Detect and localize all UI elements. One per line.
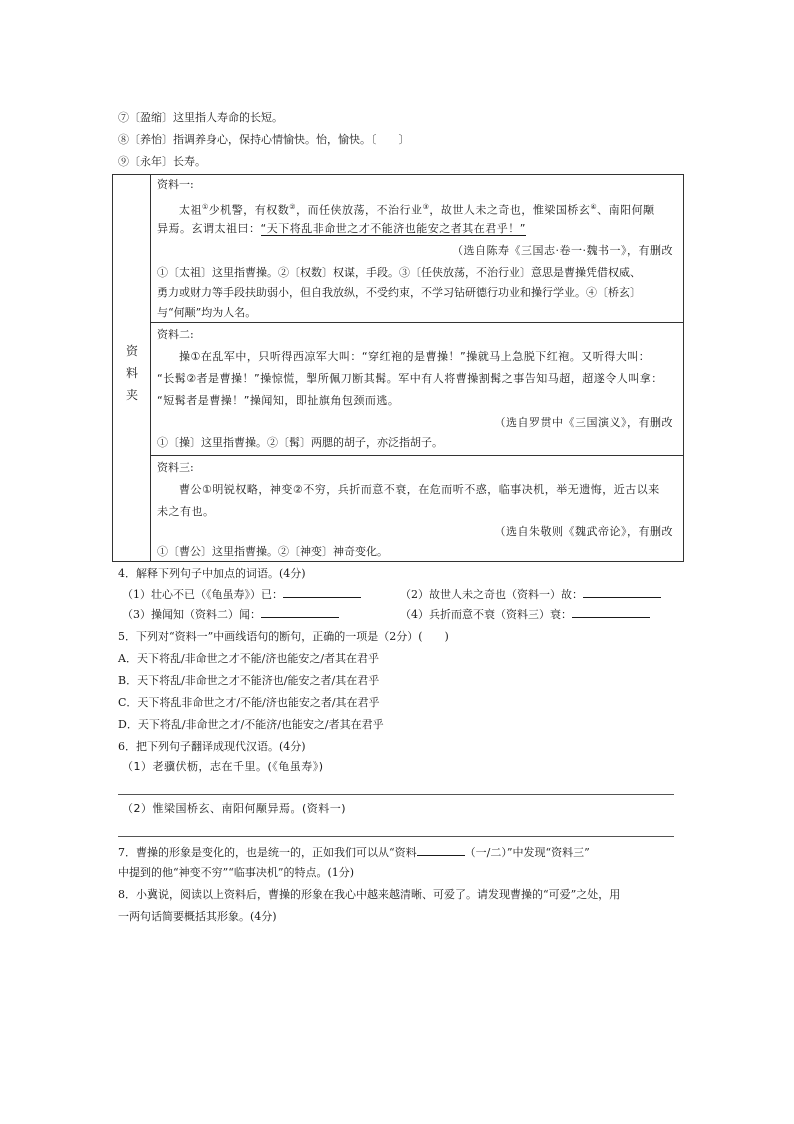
material-1 — [151, 175, 683, 322]
q4-item-2-text: （2）故世人未之奇也（资料一）故： — [400, 588, 583, 601]
q7-answer-blank[interactable] — [417, 845, 465, 856]
material-1-note-2: 勇力或财力等手段扶助弱小，但自我放纵，不受约束，不学习钻研德行功业和操行学业。④〔桥玄〕 — [157, 286, 641, 299]
q6-item-2: （2）惟梁国桥玄、南阳何颙异焉。(资料一) — [122, 802, 347, 815]
q5-stem: 5．下列对“资料一”中画线语句的断句，正确的一项是（2分）( ) — [118, 630, 449, 643]
q5-option-c[interactable]: C．天下将乱非命世之才/不能/济也能安之者/其在君乎 — [118, 696, 380, 709]
q7-text-a: 7．曹操的形象是变化的，也是统一的，正如我们可以从“资料 — [118, 846, 417, 859]
note-7: ⑦〔盈缩〕这里指人寿命的长短。 — [118, 111, 283, 124]
q4-answer-4[interactable] — [572, 607, 650, 618]
label-char-2: 料 — [125, 366, 138, 380]
material-1-source: （选自陈寿《三国志·卷一·魏书一》，有删改 — [452, 244, 673, 257]
q4-answer-3[interactable] — [261, 607, 339, 618]
material-label-column — [113, 175, 151, 561]
q4-answer-1[interactable] — [283, 587, 361, 598]
material-3-para-1: 曹公①明锐权略，神变②不穷，兵折而意不衰，在危而听不惑，临事决机，举无遗悔，近古以来 — [179, 483, 660, 496]
label-char-3: 夹 — [125, 388, 138, 402]
q4-stem: 4．解释下列句子中加点的词语。(4分) — [118, 567, 306, 580]
material-3-title: 资料三: — [157, 461, 194, 474]
material-1-para-2 — [157, 221, 526, 237]
q4-item-1-text: （1）壮心不已（《龟虽寿》）已： — [122, 588, 283, 601]
q5-option-d[interactable]: D．天下将乱/非命世之才/不能济/也能安之/者其在君乎 — [118, 718, 384, 731]
material-2-title: 资料二: — [157, 328, 194, 341]
m1-text-d: ，故世人未之奇也，惟梁国桥玄 — [429, 203, 591, 217]
m1-text-f: 异焉。玄谓太祖曰： — [157, 222, 261, 235]
material-1-para-1: 太祖①少机警，有权数②，而任侠放荡，不治行业③，故世人未之奇也，惟梁国桥玄④、南阳何颙 — [179, 203, 655, 217]
q4-item-3 — [122, 607, 339, 623]
q4-answer-2[interactable] — [583, 587, 661, 598]
m1-text-e: 、南阳何颙 — [597, 203, 655, 217]
material-3 — [151, 455, 683, 563]
material-2-para-1: 操①在乱军中，只听得西凉军大叫：“穿红袍的是曹操！”操就马上急脱下红袍。又听得大叫： — [179, 350, 651, 363]
q4-item-1 — [122, 587, 361, 603]
material-2-source: （选自罗贯中《三国演义》，有删改 — [494, 416, 673, 429]
q7-line-1 — [118, 845, 590, 861]
q4-item-2 — [400, 587, 661, 603]
q8-line-1: 8．小冀说，阅读以上资料后，曹操的形象在我心中越来越清晰、可爱了。请发现曹操的“可爱”之处，用 — [118, 888, 621, 901]
q5-option-a[interactable]: A．天下将乱/非命世之才不能/济也能安之/者其在君乎 — [118, 652, 380, 665]
label-char-1: 资 — [125, 344, 138, 358]
q4-item-3-text: （3）操闻知（资料二）闻： — [122, 608, 261, 621]
material-2-para-3: “短髯者是曹操！”操闻知，即扯旗角包颈而逃。 — [157, 394, 400, 407]
q7-text-b: （一/二）”中发现“资料三” — [464, 846, 590, 859]
m1-text-b: 少机警，有权数 — [208, 203, 290, 217]
q4-item-4 — [400, 607, 650, 623]
note-9: ⑨〔永年〕长寿。 — [118, 155, 206, 168]
m1-text-a: 太祖 — [179, 203, 202, 217]
q6-answer-line-1[interactable] — [118, 794, 674, 795]
material-3-source: （选自朱敬则《魏武帝论》，有删改 — [494, 525, 673, 538]
note-8: ⑧〔养怡〕指调养身心，保持心情愉快。怡，愉快。〔 〕 — [118, 133, 410, 146]
m1-text-c: ，而任侠放荡，不治行业 — [296, 203, 423, 217]
q4-item-4-text: （4）兵折而意不衰（资料三）衰： — [400, 608, 572, 621]
material-2-note-1: ①〔操〕这里指曹操。②〔髯〕两腮的胡子，亦泛指胡子。 — [157, 436, 443, 449]
q8-line-2: 一两句话简要概括其形象。(4分) — [118, 910, 277, 923]
material-2 — [151, 322, 683, 455]
q6-answer-line-2[interactable] — [118, 836, 674, 837]
q6-stem: 6．把下列句子翻译成现代汉语。(4分) — [118, 740, 306, 753]
material-1-title: 资料一: — [157, 178, 194, 191]
material-1-note-3: 与“何颙”均为人名。 — [157, 306, 257, 319]
q5-option-b[interactable]: B．天下将乱/非命世之才不能济也/能安之者/其在君乎 — [118, 674, 380, 687]
underlined-sentence: “天下将乱非命世之才不能济也能安之者其在君乎！” — [260, 222, 526, 235]
material-1-note-1: ①〔太祖〕这里指曹操。②〔权数〕权谋，手段。③〔任侠放荡，不治行业〕意思是曹操凭借权威、 — [157, 266, 641, 279]
q7-line-2: 中提到的他“神变不穷”“临事决机”的特点。(1分) — [118, 866, 355, 879]
material-2-para-2: “长髯②者是曹操！”操惊慌，掣所佩刀断其髯。军中有人将曹操割髯之事告知马超，超遂令人叫拿： — [157, 372, 663, 385]
q6-item-1: （1）老骥伏枥，志在千里。(《龟虽寿》) — [122, 760, 324, 773]
material-label — [113, 340, 151, 406]
material-3-para-2: 未之有也。 — [157, 505, 215, 518]
material-box — [112, 174, 684, 562]
material-3-note-1: ①〔曹公〕这里指曹操。②〔神变〕神奇变化。 — [157, 545, 388, 558]
